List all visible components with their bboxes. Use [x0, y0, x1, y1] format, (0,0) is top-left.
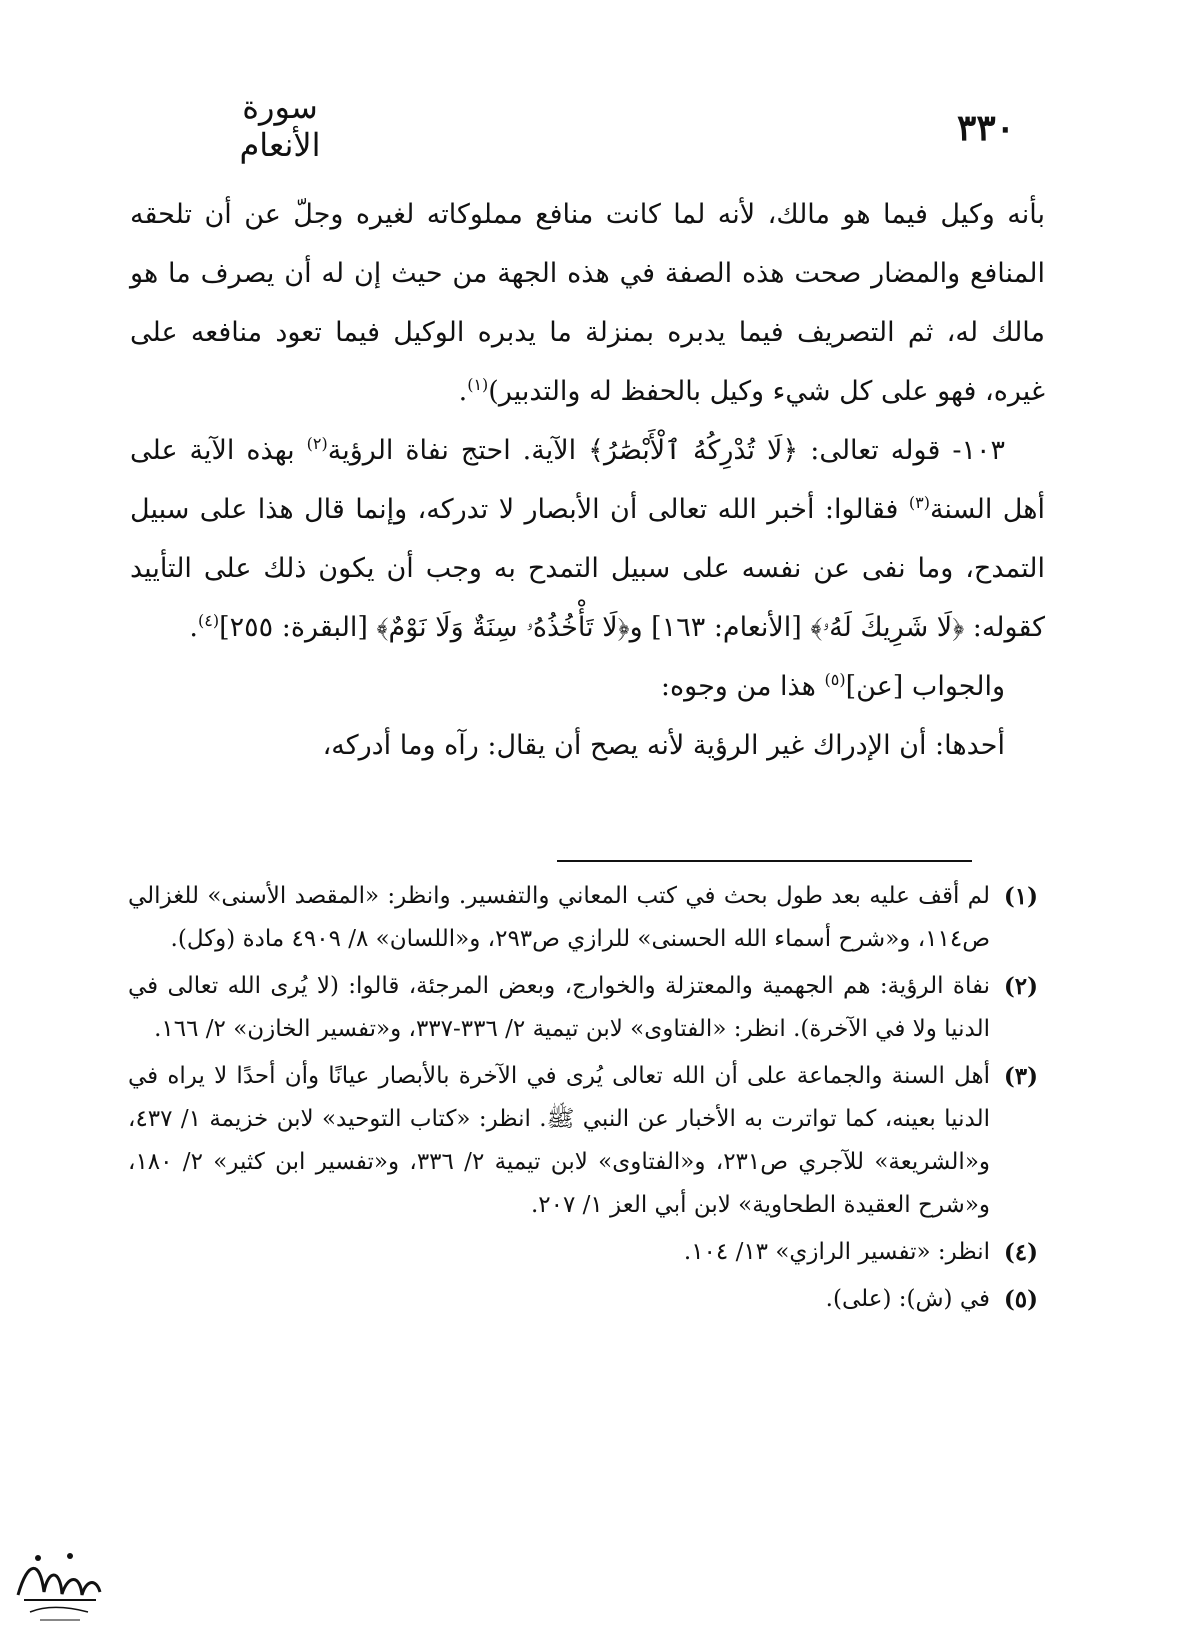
paragraph-2-end: .	[189, 612, 199, 643]
paragraph-2-text-b: الآية. احتج نفاة الرؤية	[327, 435, 589, 466]
footnote-text: أهل السنة والجماعة على أن الله تعالى يُرى في الآخرة بالأبصار عيانًا وأن أحدًا لا يراه في الدنيا بعينه، كما تواترت به الأخبار عن النبي ﷺ. انظر: «كتاب التوحيد» لابن خزيمة ١/ ٤٣٧، و«الشريعة» للآجري ص٢٣١، و«الفتاوى» لابن تيمية ٢/ ٣٣٦، و«تفسير ابن كثير» ٢/ ١٨٠، و«شرح العقيدة الطحاوية» لابن أبي العز ١/ ٢٠٧.	[128, 1063, 991, 1218]
paragraph-3-text-a: والجواب [عن]	[845, 671, 1005, 702]
footnote-text: في (ش): (على).	[825, 1286, 990, 1312]
paragraph-2-text-d: فقالوا: أخبر الله تعالى أن الأبصار لا تدركه، وإنما قال هذا على سبيل التمدح، وما نفى عن نفسه على سبيل التمدح به وجب أن يكون ذلك على التأييد كقوله:	[130, 494, 1045, 643]
paragraph-2	[130, 421, 1045, 657]
footnote-text: لم أقف عليه بعد طول بحث في كتب المعاني والتفسير. وانظر: «المقصد الأسنى» للغزالي ص١١٤، و«شرح أسماء الله الحسنى» للرازي ص٢٩٣، و«اللسان» ٨/ ٤٩٠٩ مادة (وكل).	[128, 883, 990, 952]
footnote-ref-3: (٣)	[908, 493, 930, 512]
footnote-3	[128, 1055, 1038, 1227]
paragraph-3-text-b: هذا من وجوه:	[660, 671, 825, 702]
footnote-2	[128, 965, 1038, 1051]
footnote-4	[128, 1231, 1038, 1274]
quran-quote-2: ﴿لَا شَرِيكَ لَهُۥ﴾	[810, 612, 965, 643]
stamp-graphic	[10, 1540, 105, 1630]
footnote-ref-4: (٤)	[198, 611, 220, 630]
page-number: ٣٣٠	[956, 107, 1015, 149]
paragraph-1-end: .	[458, 376, 468, 407]
footnote-number: (٥)	[1003, 1286, 1038, 1313]
paragraph-3	[130, 657, 1045, 716]
footnote-divider	[557, 860, 972, 862]
running-title: سورة الأنعام	[239, 88, 321, 164]
footnote-ref-2: (٢)	[306, 434, 328, 453]
paragraph-2-text-f: [البقرة: ٢٥٥]	[219, 612, 377, 643]
footnote-text: انظر: «تفسير الرازي» ١٣/ ١٠٤.	[683, 1239, 990, 1265]
footnote-text: نفاة الرؤية: هم الجهمية والمعتزلة والخوارج، وبعض المرجئة، قالوا: (لا يُرى الله تعالى في الدنيا ولا في الآخرة). انظر: «الفتاوى» لابن تيمية ٢/ ٣٣٦-٣٣٧، و«تفسير الخازن» ٢/ ١٦٦.	[128, 973, 990, 1042]
library-stamp-icon	[10, 1540, 105, 1630]
footnote-ref-5: (٥)	[824, 670, 846, 689]
footnote-number: (١)	[1003, 883, 1038, 910]
footnote-number: (٤)	[1003, 1239, 1038, 1266]
page-header	[0, 0, 1185, 170]
quran-quote-3: ﴿لَا تَأْخُذُهُۥ سِنَةٌ وَلَا نَوْمٌ﴾	[376, 612, 630, 643]
footnote-1	[128, 875, 1038, 961]
footnote-5	[128, 1278, 1038, 1321]
footnote-ref-1: (١)	[467, 375, 489, 394]
footnote-number: (٢)	[1003, 973, 1038, 1000]
footnotes	[128, 875, 1038, 1325]
verse-heading: ١٠٣- قوله تعالى:	[798, 435, 1005, 466]
paragraph-1	[130, 185, 1045, 421]
main-text	[130, 185, 1045, 775]
paragraph-2-text-c: بهذه الآية على أهل السنة	[130, 435, 1045, 525]
paragraph-4: أحدها: أن الإدراك غير الرؤية لأنه يصح أن يقال: رآه وما أدركه،	[322, 730, 1005, 761]
quran-quote-1: ﴿لَا تُدْرِكُهُ ٱلْأَبْصَٰرُ﴾	[588, 435, 799, 466]
paragraph-1-text: بأنه وكيل فيما هو مالك، لأنه لما كانت منافع مملوكاته لغيره وجلّ عن أن تلحقه المنافع والمضار صحت هذه الصفة في هذه الجهة من حيث إن له أن يصرف ما هو مالك له، ثم التصريف فيما يدبره بمنزلة ما يدبره الوكيل فيما تعود منافعه على غيره، فهو على كل شيء وكيل بالحفظ له والتدبير)	[130, 199, 1045, 407]
footnote-number: (٣)	[1003, 1063, 1038, 1090]
paragraph-2-text-e: [الأنعام: ١٦٣] و	[629, 612, 811, 643]
